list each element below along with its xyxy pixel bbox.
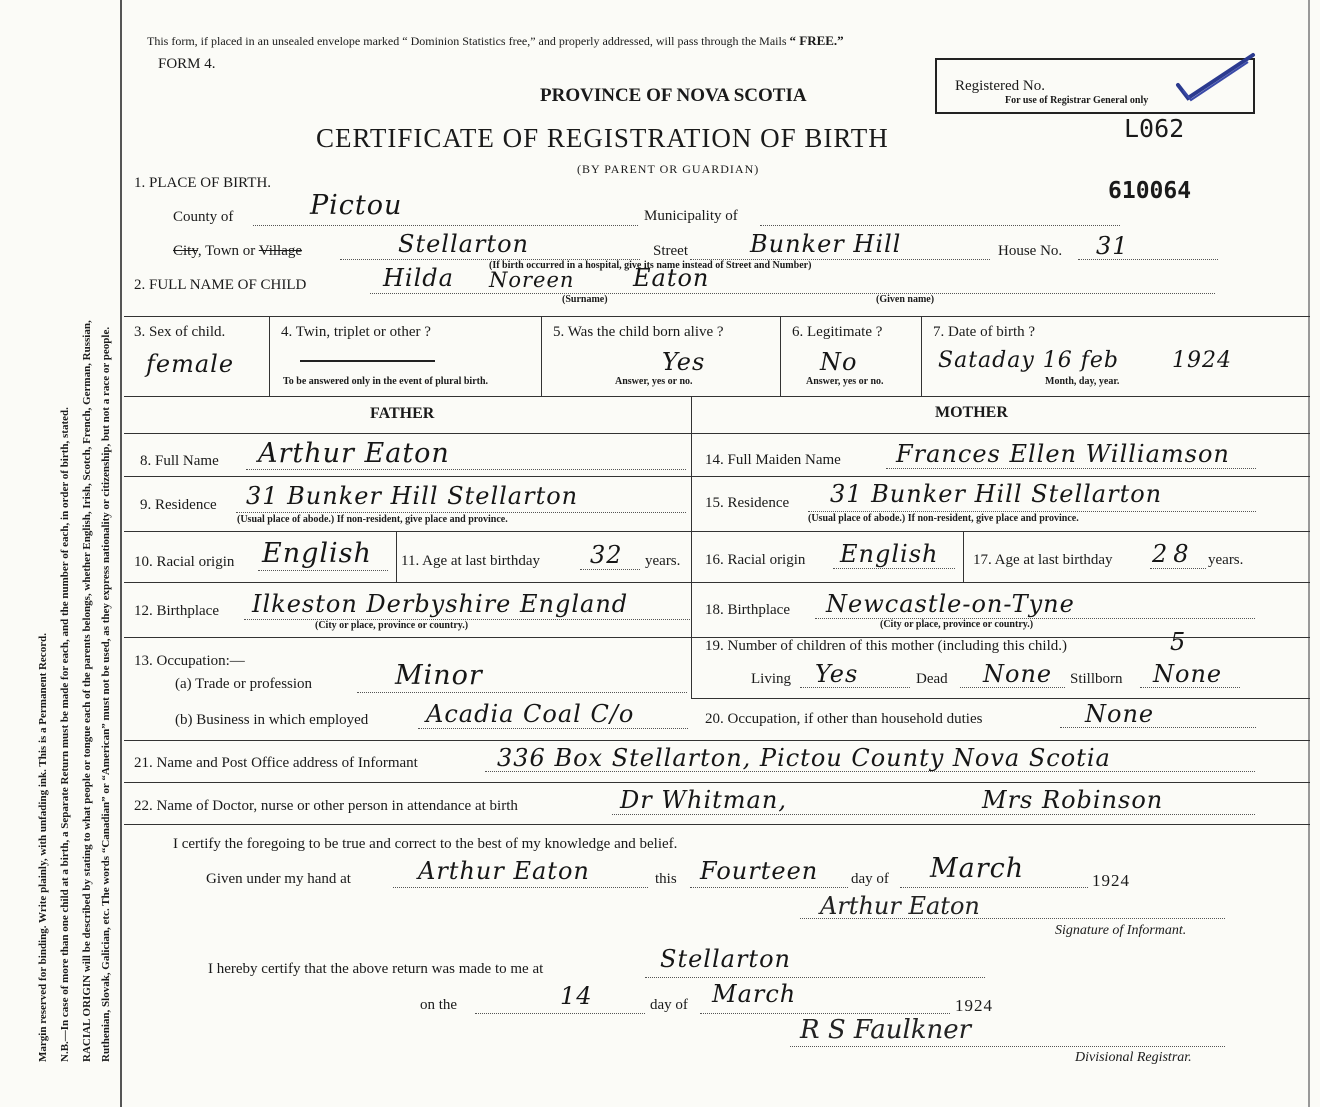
place-of-birth-heading: 1. PLACE OF BIRTH.	[134, 175, 272, 191]
margin-nb-note: N.B.—In case of more than one child at a birth, a Separate Return must be made for each, and the number of each, in order of birth, stated.	[59, 407, 71, 1062]
year-value: 1924	[1092, 871, 1130, 890]
grid-divider-3	[780, 316, 781, 396]
dob-year: 1924	[1172, 348, 1232, 373]
stillborn-label: Stillborn	[1070, 671, 1123, 687]
return-statement: I hereby certify that the above return was made to me at	[208, 961, 544, 977]
mother-occupation-value: None	[1085, 700, 1155, 728]
margin-racial-note-2: Ruthenian, Slovak, Galician, etc. The words “Canadian” or “American” must not be used, as they express nationality or citizenship, but not a race or people.	[100, 326, 112, 1062]
dob-label: 7. Date of birth ?	[933, 324, 1036, 340]
house-value: 31	[1096, 232, 1129, 260]
county-label: County of	[173, 209, 234, 225]
father-name-label: 8. Full Name	[140, 453, 219, 469]
father-age-dotline	[580, 569, 640, 570]
page-subtitle: (BY PARENT OR GUARDIAN)	[577, 162, 760, 176]
child-middle-name: Noreen	[489, 268, 575, 292]
born-alive-label: 5. Was the child born alive ?	[553, 324, 724, 340]
grid-rule-top	[124, 316, 1310, 317]
informant-value: 336 Box Stellarton, Pictou County Nova Scotia	[497, 744, 1111, 772]
grid-divider-1	[269, 316, 270, 396]
mother-occupation-label: 20. Occupation, if other than household duties	[705, 711, 983, 727]
registered-label: Registered No.	[955, 78, 1045, 94]
given-name-caption: (Given name)	[876, 294, 935, 305]
child-first-name: Hilda	[383, 264, 454, 292]
mother-race-value: English	[840, 540, 939, 568]
on-the-label: on the	[420, 997, 458, 1013]
rule-10-16	[124, 582, 1310, 583]
day-of-label: day of	[851, 871, 889, 887]
father-birthplace-value: Ilkeston Derbyshire England	[252, 590, 629, 618]
registrar-label: Divisional Registrar.	[1075, 1050, 1192, 1065]
living-value: Yes	[815, 660, 859, 688]
attendant-nurse: Mrs Robinson	[982, 786, 1164, 814]
rule-21	[124, 782, 1310, 783]
mother-race-dotline	[833, 568, 955, 569]
grid-rule-parents-top	[124, 396, 1310, 397]
mother-age-dotline	[1150, 568, 1206, 569]
father-trade-value: Minor	[395, 660, 483, 691]
mother-heading: MOTHER	[935, 404, 1008, 421]
certificate-number: 610064	[1108, 178, 1192, 204]
surname-caption: (Surname)	[562, 294, 608, 305]
father-birthplace-note: (City or place, province or country.)	[315, 620, 469, 631]
twin-label: 4. Twin, triplet or other ?	[281, 324, 431, 340]
grid-divider-2	[541, 316, 542, 396]
mother-age-divider	[963, 531, 964, 582]
mother-children-label: 19. Number of children of this mother (including this child.)	[705, 638, 1068, 654]
child-name-dotline	[370, 293, 1215, 294]
dead-value: None	[983, 660, 1053, 688]
return-at-dotline	[645, 977, 985, 978]
mother-name-dotline	[886, 468, 1256, 469]
father-race-dotline	[258, 570, 388, 571]
mail-note: This form, if placed in an unsealed envelope marked “ Dominion Statistics free,” and properly addressed, will pass through the Mails “ FREE.”	[147, 33, 844, 48]
father-residence-label: 9. Residence	[140, 497, 217, 513]
father-business-value: Acadia Coal C/o	[426, 700, 635, 728]
dob-note: Month, day, year.	[1045, 376, 1120, 387]
parents-heading-rule	[124, 433, 1310, 434]
informant-sig-line	[800, 918, 1225, 919]
father-business-dotline	[418, 728, 688, 729]
born-alive-value: Yes	[662, 348, 706, 376]
sex-label: 3. Sex of child.	[134, 324, 226, 340]
legitimate-value: No	[820, 348, 858, 376]
father-trade-label: (a) Trade or profession	[175, 676, 313, 692]
page-title: CERTIFICATE OF REGISTRATION OF BIRTH	[316, 123, 889, 153]
return-at-value: Stellarton	[660, 945, 791, 973]
return-year-value: 1924	[955, 996, 993, 1015]
attendant-doctor: Dr Whitman,	[620, 786, 787, 814]
margin-racial-note-1: RACIAL ORIGIN will be described by stating to what people or tongue each of the parents belongs, whether English, Irish, Scotch, French, German, Russian,	[81, 320, 93, 1062]
informant-label: 21. Name and Post Office address of Informant	[134, 755, 418, 771]
mother-years-label: years.	[1208, 552, 1244, 568]
rule-19	[691, 698, 1310, 699]
margin-binding-note: Margin reserved for binding. Write plainly, with unfading ink. This is a Permanent Record.	[37, 633, 49, 1062]
dob-value: Sataday 16 feb	[938, 348, 1119, 373]
mother-name-label: 14. Full Maiden Name	[705, 452, 841, 468]
mother-race-label: 16. Racial origin	[705, 552, 806, 568]
child-surname: Eaton	[633, 264, 710, 292]
parents-divider	[691, 396, 692, 698]
father-name-dotline	[246, 469, 686, 470]
born-alive-note: Answer, yes or no.	[615, 376, 693, 387]
father-age-divider	[396, 531, 397, 582]
town-value: Stellarton	[398, 230, 529, 258]
living-label: Living	[751, 671, 791, 687]
given-under-label: Given under my hand at	[206, 871, 351, 887]
rule-20	[124, 740, 1310, 741]
return-day-value: 14	[560, 982, 593, 1010]
mother-residence-dotline	[808, 511, 1256, 512]
mother-age-value: 28	[1152, 540, 1195, 568]
sex-value: female	[146, 350, 235, 378]
twin-dash	[300, 360, 435, 362]
municipality-label: Municipality of	[644, 208, 738, 224]
registrar-signature: R S Faulkner	[800, 1015, 972, 1045]
mother-age-label: 17. Age at last birthday	[973, 552, 1113, 568]
informant-sig-label: Signature of Informant.	[1055, 923, 1187, 938]
county-value: Pictou	[310, 190, 403, 221]
father-years-label: years.	[645, 553, 681, 569]
this-label: this	[655, 871, 677, 887]
day-dotline	[690, 887, 848, 888]
given-at-dotline	[393, 887, 648, 888]
attendant-label: 22. Name of Doctor, nurse or other person in attendance at birth	[134, 798, 518, 814]
right-edge-rule	[1308, 0, 1310, 1107]
mother-name-value: Frances Ellen Williamson	[896, 440, 1230, 468]
father-age-label: 11. Age at last birthday	[401, 553, 540, 569]
father-heading: FATHER	[370, 405, 435, 422]
child-name-label: 2. FULL NAME OF CHILD	[134, 277, 307, 293]
grid-divider-4	[921, 316, 922, 396]
return-day-dotline	[475, 1013, 645, 1014]
day-value: Fourteen	[700, 857, 819, 885]
dead-label: Dead	[916, 671, 948, 687]
margin-rule	[120, 0, 122, 1107]
mother-children-value: 5	[1170, 628, 1187, 656]
father-race-value: English	[262, 538, 372, 569]
street-label: Street	[653, 243, 688, 259]
registered-note: For use of Registrar General only	[1005, 95, 1149, 106]
father-race-label: 10. Racial origin	[134, 554, 235, 570]
certify-statement: I certify the foregoing to be true and correct to the best of my knowledge and belief.	[173, 836, 678, 852]
mother-birthplace-note: (City or place, province or country.)	[880, 619, 1034, 630]
rule-22	[124, 824, 1310, 825]
registered-number-box	[935, 58, 1255, 114]
mother-residence-note: (Usual place of abode.) If non-resident, give place and province.	[808, 513, 1079, 524]
father-name-value: Arthur Eaton	[258, 438, 450, 469]
father-trade-dotline	[357, 692, 687, 693]
registrar-sig-line	[790, 1046, 1225, 1047]
father-occupation-label: 13. Occupation:—	[134, 653, 245, 669]
house-label: House No.	[998, 243, 1063, 259]
return-month-value: March	[712, 980, 797, 1008]
street-value: Bunker Hill	[750, 230, 902, 258]
mother-birthplace-value: Newcastle-on-Tyne	[826, 590, 1075, 618]
return-month-dotline	[700, 1013, 950, 1014]
father-residence-value: 31 Bunker Hill Stellarton	[246, 482, 579, 510]
check-mark-icon	[1173, 50, 1263, 110]
twin-note: To be answered only in the event of plural birth.	[283, 376, 489, 387]
rule-9-15	[124, 531, 1310, 532]
month-value: March	[930, 853, 1025, 884]
informant-signature: Arthur Eaton	[820, 892, 980, 920]
rule-8-14	[124, 476, 1310, 477]
hospital-note: (If birth occurred in a hospital, give its name instead of Street and Number)	[489, 260, 812, 271]
city-town-village-label: City, Town or Village	[173, 243, 303, 259]
mother-residence-label: 15. Residence	[705, 495, 790, 511]
father-birthplace-label: 12. Birthplace	[134, 603, 219, 619]
father-age-value: 32	[590, 541, 623, 569]
father-business-label: (b) Business in which employed	[175, 712, 369, 728]
province-heading: PROVINCE OF NOVA SCOTIA	[540, 85, 807, 106]
municipality-dotline	[760, 225, 1120, 226]
legitimate-label: 6. Legitimate ?	[792, 324, 883, 340]
father-residence-note: (Usual place of abode.) If non-resident, give place and province.	[237, 514, 508, 525]
given-at-value: Arthur Eaton	[418, 857, 590, 885]
father-residence-dotline	[236, 512, 686, 513]
stillborn-value: None	[1153, 660, 1223, 688]
stamp-number: L062	[1124, 114, 1185, 143]
legitimate-note: Answer, yes or no.	[806, 376, 884, 387]
month-dotline	[900, 887, 1088, 888]
return-day-of-label: day of	[650, 997, 688, 1013]
mother-residence-value: 31 Bunker Hill Stellarton	[830, 480, 1163, 508]
mother-birthplace-label: 18. Birthplace	[705, 602, 790, 618]
attendant-dotline	[612, 814, 1255, 815]
form-number: FORM 4.	[158, 56, 216, 72]
county-dotline	[253, 225, 638, 226]
